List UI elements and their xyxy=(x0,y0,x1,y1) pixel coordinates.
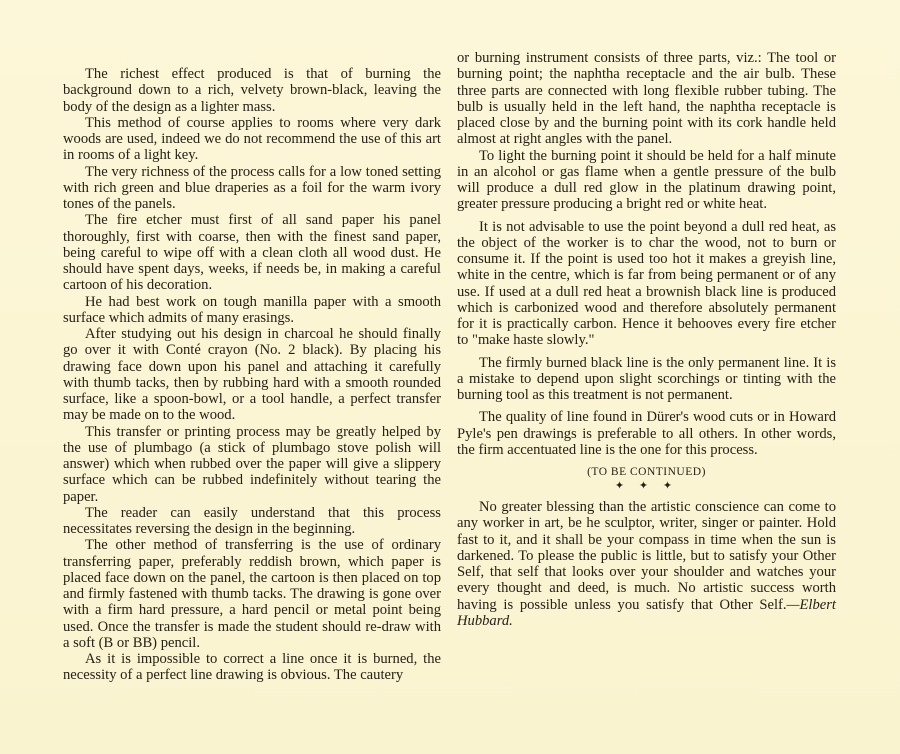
paragraph: The reader can easily understand that this process necessitates reversing the design in the beginning. xyxy=(63,504,441,537)
paragraph-continuation: or burning instrument consists of three parts, viz.: The tool or burning point; the naphtha receptacle and the air bulb. These three parts are connected with long flexible rubber tubing. The bulb is usually held in the left hand, the naphtha receptacle is placed close by and the burning point with its cork handle held almost at right angles with the panel. xyxy=(457,50,836,148)
to-be-continued-label: (TO BE CONTINUED) xyxy=(587,466,706,478)
paragraph: It is not advisable to use the point beyond a dull red heat, as the object of the worker is to char the wood, not to burn or consume it. If the point is used too hot it makes a greyish line, white in the centre, which is far from being permanent or of any use. If used at a dull red heat a brownish black line is produced which is carbonized wood and therefore absolutely permanent for it is practically carbon. Hence it behooves every fire etcher to "make haste slowly." xyxy=(457,218,836,349)
quote-attribution: —Elbert Hubbard. xyxy=(457,596,836,629)
paragraph: He had best work on tough manilla paper with a smooth surface which admits of many erasings. xyxy=(63,293,441,326)
paragraph: This method of course applies to rooms where very dark woods are used, indeed we do not recommend the use of this art in rooms of a light key. xyxy=(63,114,441,164)
paragraph: The very richness of the process calls for a low toned setting with rich green and blue draperies as a foil for the warm ivory tones of the panels. xyxy=(63,163,441,212)
ornament-divider: ✦ ✦ ✦ xyxy=(614,480,679,492)
paragraph: To light the burning point it should be held for a half minute in an alcohol or gas flame when a gentle pressure of the bulb will produce a dull red glow in the platinum drawing point, greater pressure producing a bright red or white heat. xyxy=(457,147,836,213)
right-column xyxy=(457,50,836,629)
quote-paragraph xyxy=(457,499,836,629)
left-column xyxy=(63,66,441,684)
paragraph: The other method of transferring is the use of ordinary transferring paper, preferably reddish brown, which paper is placed face down on the panel, the cartoon is then placed on top and firmly fastened with thumb tacks. The drawing is gone over with a firm hard pressure, a hard pencil or metal point being used. Once the transfer is made the student should re-draw with a soft (B or BB) pencil. xyxy=(63,537,441,651)
paragraph: This transfer or printing process may be greatly helped by the use of plumbago (a stick of plumbago stove polish will answer) which when rubbed over the paper will give a slippery surface which can be rubbed indefinitely without tearing the paper. xyxy=(63,423,441,505)
paragraph: The quality of line found in Dürer's wood cuts or in Howard Pyle's pen drawings is preferable to all others. In other words, the firm accentuated line is the one for this process. xyxy=(457,409,836,458)
quote-text: No greater blessing than the artistic conscience can come to any worker in art, be he sculptor, writer, singer or painter. Hold fast to it, and it shall be your compass in time when the sun is darkened. To please the public is little, but to satisfy your Other Self, that self that looks over your shoulder and watches your every thought and deed, is much. No artistic success worth having is possible unless you satisfy that Other Self. xyxy=(457,499,836,613)
paragraph: The richest effect produced is that of burning the background down to a rich, velvety brown-black, leaving the body of the design as a lighter mass. xyxy=(63,66,441,115)
paragraph: After studying out his design in charcoal he should finally go over it with Conté crayon (No. 2 black). By placing his drawing face down upon his panel and attaching it carefully with thumb tacks, then by rubbing hard with a smooth rounded surface, like a spoon-bowl, or a tool handle, a perfect transfer may be made on to the wood. xyxy=(63,326,441,424)
paragraph: As it is impossible to correct a line once it is burned, the necessity of a perfect line drawing is obvious. The cautery xyxy=(63,651,441,684)
paragraph: The firmly burned black line is the only permanent line. It is a mistake to depend upon slight scorchings or tinting with the burning tool as this treatment is not permanent. xyxy=(457,354,836,403)
paragraph: The fire etcher must first of all sand paper his panel thoroughly, first with coarse, then with the finest sand paper, being careful to wipe off with a clean cloth all wood dust. He should have spent days, weeks, if needs be, in making a careful cartoon of his decoration. xyxy=(63,212,441,294)
